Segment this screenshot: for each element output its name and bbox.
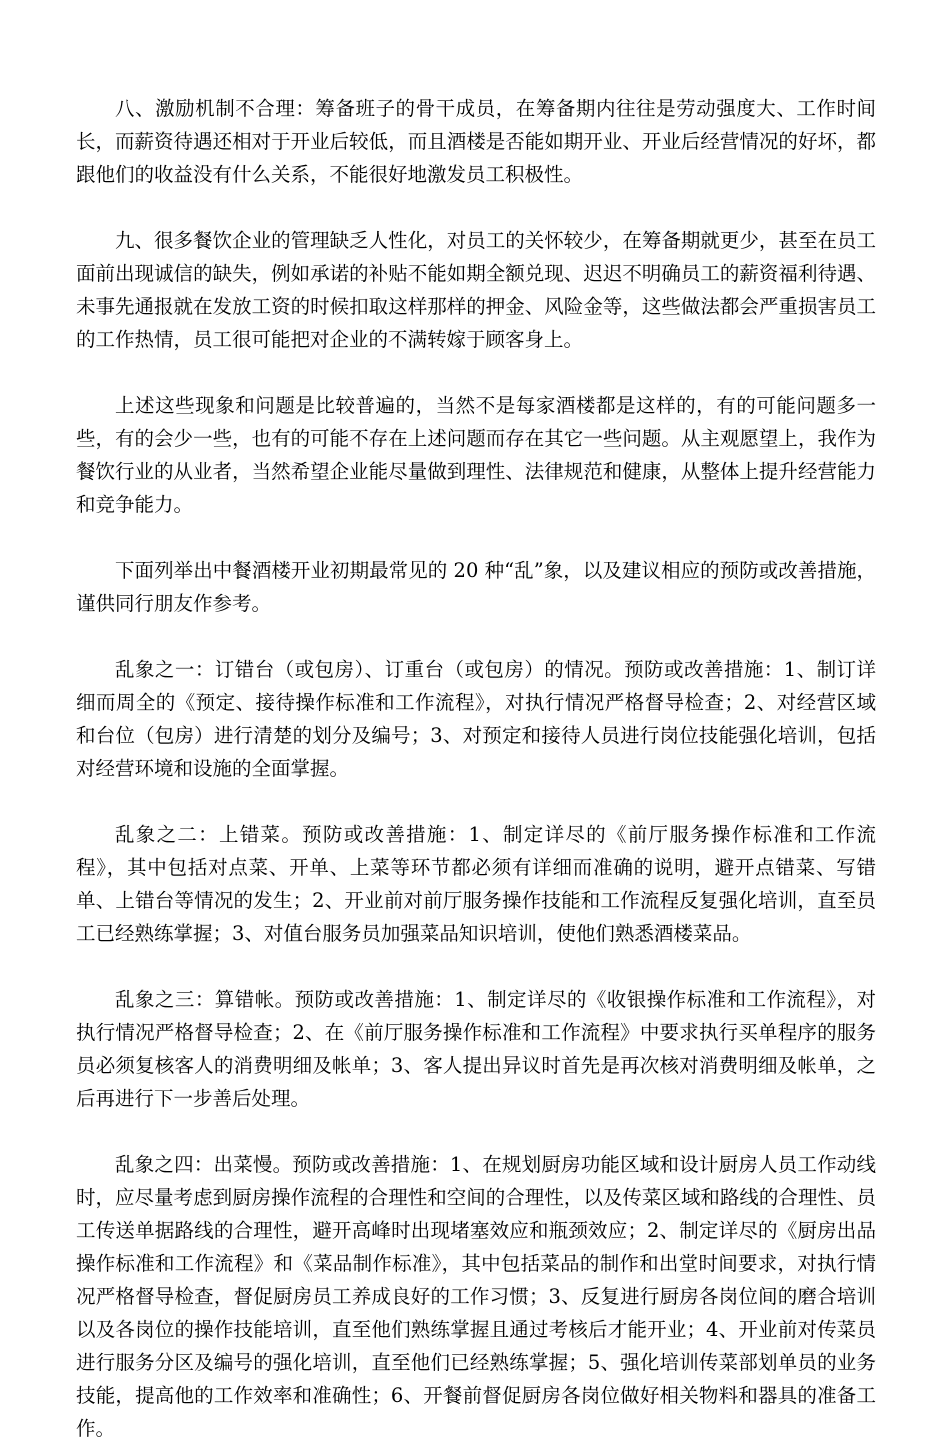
paragraph-management-humanization: 九、很多餐饮企业的管理缺乏人性化，对员工的关怀较少，在筹备期就更少，甚至在员工面前出现诚信的缺失，例如承诺的补贴不能如期全额兑现、迟迟不明确员工的薪资福利待遇、未事先通报就在发放工资的时候扣取这样那样的押金、风险金等，这些做法都会严重损害员工的工作热情，员工很可能把对企业的不满转嫁于顾客身上。 — [76, 229, 876, 351]
paragraph-chaos-1: 乱象之一：订错台（或包房）、订重台（或包房）的情况。预防或改善措施：1、制订详细而周全的《预定、接待操作标准和工作流程》，对执行情况严格督导检查；2、对经营区域和台位（包房）进行清楚的划分及编号；3、对预定和接待人员进行岗位技能强化培训，包括对经营环境和设施的全面掌握。 — [76, 658, 876, 780]
paragraph-chaos-3: 乱象之三：算错帐。预防或改善措施：1、制定详尽的《收银操作标准和工作流程》，对执行情况严格督导检查；2、在《前厅服务操作标准和工作流程》中要求执行买单程序的服务员必须复核客人的消费明细及帐单；3、客人提出异议时首先是再次核对消费明细及帐单，之后再进行下一步善后处理。 — [76, 988, 876, 1110]
paragraph-incentive-mechanism: 八、激励机制不合理：筹备班子的骨干成员，在筹备期内往往是劳动强度大、工作时间长，而薪资待遇还相对于开业后较低，而且酒楼是否能如期开业、开业后经营情况的好坏，都跟他们的收益没有什么关系，不能很好地激发员工积极性。 — [76, 97, 876, 186]
paragraph-summary: 上述这些现象和问题是比较普遍的，当然不是每家酒楼都是这样的，有的可能问题多一些，有的会少一些，也有的可能不存在上述问题而存在其它一些问题。从主观愿望上，我作为餐饮行业的从业者，当然希望企业能尽量做到理性、法律规范和健康，从整体上提升经营能力和竞争能力。 — [76, 394, 876, 516]
document-body — [76, 92, 876, 1445]
paragraph-chaos-4: 乱象之四：出菜慢。预防或改善措施：1、在规划厨房功能区域和设计厨房人员工作动线时，应尽量考虑到厨房操作流程的合理性和空间的合理性，以及传菜区域和路线的合理性、员工传送单据路线的合理性，避开高峰时出现堵塞效应和瓶颈效应；2、制定详尽的《厨房出品操作标准和工作流程》和《菜品制作标准》，其中包括菜品的制作和出堂时间要求，对执行情况严格督导检查，督促厨房员工养成良好的工作习惯；3、反复进行厨房各岗位间的磨合培训以及各岗位的操作技能培训，直至他们熟练掌握且通过考核后才能开业；4、开业前对传菜员进行服务分区及编号的强化培训，直至他们已经熟练掌握；5、强化培训传菜部划单员的业务技能，提高他的工作效率和准确性；6、开餐前督促厨房各岗位做好相关物料和器具的准备工作。 — [76, 1153, 876, 1440]
paragraph-introduction: 下面列举出中餐酒楼开业初期最常见的 20 种“乱”象，以及建议相应的预防或改善措施，谨供同行朋友作参考。 — [76, 559, 876, 615]
paragraph-chaos-2: 乱象之二：上错菜。预防或改善措施：1、制定详尽的《前厅服务操作标准和工作流程》，其中包括对点菜、开单、上菜等环节都必须有详细而准确的说明，避开点错菜、写错单、上错台等情况的发生；2、开业前对前厅服务操作技能和工作流程反复强化培训，直至员工已经熟练掌握；3、对值台服务员加强菜品知识培训，使他们熟悉酒楼菜品。 — [76, 823, 876, 945]
